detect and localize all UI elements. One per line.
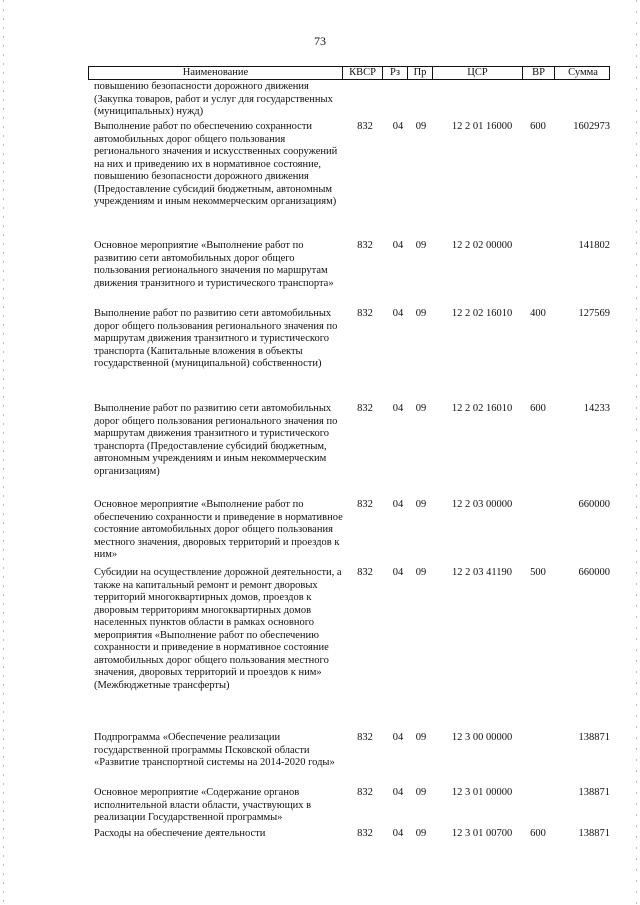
page-number: 73	[314, 34, 326, 48]
row-rz: 04	[392, 787, 404, 798]
row-sum: 14233	[583, 403, 610, 414]
row-sum: 660000	[578, 567, 610, 578]
row-name: Выполнение работ по развитию сети автомобильных дорог общего пользования регионального значения по маршрутам движения транзитного и туристического транспорта (Предоставление субсидий бюджетным, автономным учреждениям и иным некоммерческим организациям)	[94, 403, 338, 477]
header-sum: Сумма	[568, 67, 598, 78]
row-rz: 04	[392, 828, 404, 839]
row-sum: 127569	[578, 308, 610, 319]
row-csr: 12 2 02 00000	[451, 240, 513, 251]
row-vr: 500	[530, 567, 546, 578]
row-sum: 141802	[578, 240, 610, 251]
row-vr: 600	[530, 828, 546, 839]
row-pr: 09	[415, 787, 427, 798]
row-rz: 04	[392, 732, 404, 743]
row-name: Субсидии на осуществление дорожной деятельности, а также на капитальный ремонт и ремонт дворовых территорий многоквартирных домов, проездов к дворовым территориям многоквартирных домов населенных пунктов области в рамках основного мероприятия «Выполнение работ по обеспечению сохранности и приведение в нормативное состояние автомобильных дорог общего пользования местного значения, дворовых территорий и проездов к ним» (Межбюджетные трансферты)	[94, 567, 342, 691]
row-csr: 12 2 03 41190	[452, 567, 512, 578]
header-kvsr: КВСР	[343, 67, 383, 79]
row-csr: 12 2 01 16000	[451, 121, 513, 132]
row-rz: 04	[392, 121, 404, 132]
row-name: Выполнение работ по развитию сети автомобильных дорог общего пользования регионального значения по маршрутам движения транзитного и туристического транспорта (Капитальные вложения в объекты государственной (муниципальной) собственности)	[94, 308, 338, 369]
row-kvsr: 832	[357, 240, 373, 251]
row-vr: 600	[530, 121, 546, 132]
row-sum: 660000	[578, 499, 610, 510]
row-pr: 09	[415, 121, 427, 132]
row-name: Подпрограмма «Обеспечение реализации государственной программы Псковской области «Развитие транспортной системы на 2014-2020 годы»	[94, 732, 335, 768]
table-header	[88, 66, 610, 80]
row-sum: 138871	[578, 787, 610, 798]
row-vr: 400	[530, 308, 546, 319]
row-sum: 1602973	[573, 121, 610, 132]
row-pr: 09	[415, 567, 427, 578]
row-rz: 04	[392, 403, 404, 414]
row-kvsr: 832	[357, 308, 373, 319]
row-rz: 04	[392, 499, 404, 510]
row-rz: 04	[392, 240, 404, 251]
row-kvsr: 832	[357, 403, 373, 414]
header-rz: Рз	[383, 67, 408, 79]
row-name: Основное мероприятие «Выполнение работ по обеспечению сохранности и приведение в нормативное состояние автомобильных дорог общего пользования местного значения, дворовых территорий и проездов к ним»	[94, 499, 343, 560]
row-csr: 12 3 01 00000	[451, 787, 513, 798]
row-pr: 09	[415, 499, 427, 510]
row-pr: 09	[415, 308, 427, 319]
header-pr: Пр	[408, 67, 433, 79]
row-kvsr: 832	[357, 828, 373, 839]
row-sum: 138871	[578, 828, 610, 839]
row-pr: 09	[415, 403, 427, 414]
row-csr: 12 2 02 16010	[451, 308, 513, 319]
row-name: повышению безопасности дорожного движения (Закупка товаров, работ и услуг для государственных (муниципальных) нужд)	[94, 81, 333, 117]
left-margin-scan-marks	[3, 0, 4, 905]
row-name: Расходы на обеспечение деятельности	[94, 828, 266, 839]
row-vr: 600	[530, 403, 546, 414]
header-name: Наименование	[89, 67, 343, 79]
row-pr: 09	[415, 828, 427, 839]
row-csr: 12 2 02 16010	[451, 403, 513, 414]
row-kvsr: 832	[357, 499, 373, 510]
header-vr: ВР	[523, 67, 555, 79]
row-name: Основное мероприятие «Выполнение работ по развитию сети автомобильных дорог общего пользования регионального значения по маршрутам движения транзитного и туристического транспорта»	[94, 240, 334, 289]
right-margin-scan-marks	[636, 0, 637, 905]
row-rz: 04	[392, 308, 404, 319]
row-csr: 12 2 03 00000	[451, 499, 513, 510]
row-pr: 09	[415, 732, 427, 743]
header-csr: ЦСР	[433, 67, 523, 79]
row-csr: 12 3 01 00700	[451, 828, 513, 839]
row-kvsr: 832	[357, 732, 373, 743]
row-kvsr: 832	[357, 121, 373, 132]
row-csr: 12 3 00 00000	[451, 732, 513, 743]
row-kvsr: 832	[357, 567, 373, 578]
row-name: Выполнение работ по обеспечению сохранности автомобильных дорог общего пользования регионального значения и искусственных сооружений на них и приведению их в нормативное состояние, повышению безопасности дорожного движения (Предоставление субсидий бюджетным, автономным учреждениям и иным некоммерческим организациям)	[94, 121, 338, 207]
row-pr: 09	[415, 240, 427, 251]
row-sum: 138871	[578, 732, 610, 743]
row-rz: 04	[392, 567, 404, 578]
row-name: Основное мероприятие «Содержание органов исполнительной власти области, участвующих в реализации Государственной программы»	[94, 787, 312, 823]
row-kvsr: 832	[357, 787, 373, 798]
